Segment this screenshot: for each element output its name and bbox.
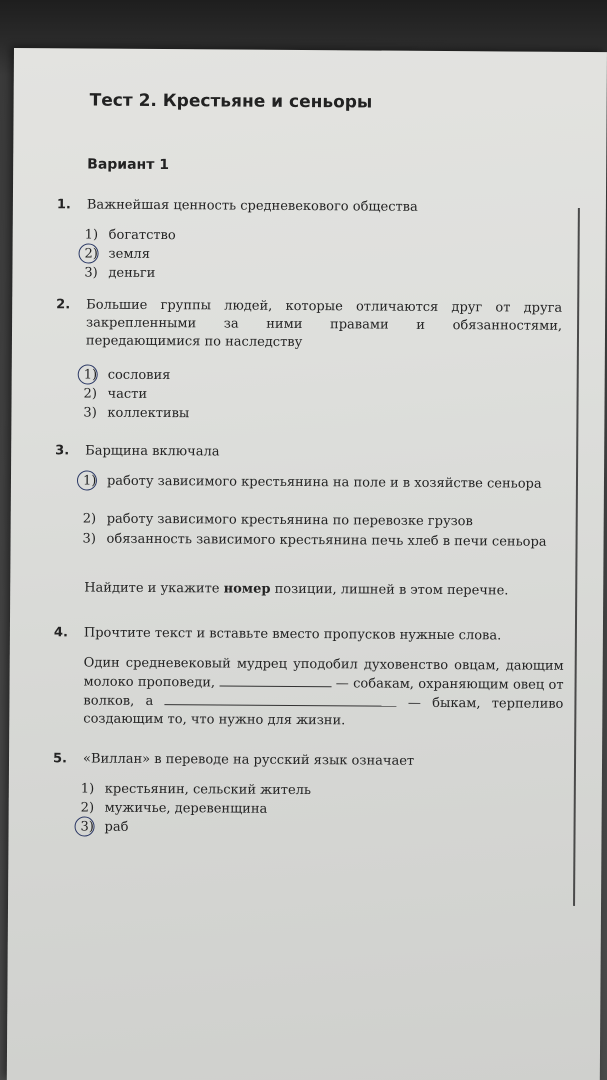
question-text: Барщина включала <box>85 443 220 460</box>
option-3-selected: 3) раб <box>81 818 563 821</box>
blank-field-1[interactable] <box>219 673 331 687</box>
option-1: 1) крестьянин, сельский житель <box>80 781 312 799</box>
worksheet-page <box>7 48 607 1080</box>
option-1: 1) богатство <box>84 227 176 244</box>
blank-field-2[interactable] <box>165 692 397 707</box>
margin-line <box>573 208 580 906</box>
option-2-selected: 2) земля <box>85 245 567 248</box>
option-3: 3) коллективы <box>83 405 190 422</box>
question-text: Большие группы людей, которые отличаются друг от друга закрепленными за ними правами и обязанностями, передающимися по наследству <box>85 297 563 351</box>
question-number: 5. <box>52 751 68 767</box>
question-text: «Виллан» в переводе на русский язык означает <box>82 751 415 769</box>
instruction-text: Найдите и укажите номер позиции, лишней в этом перечне. <box>84 580 509 599</box>
test-title: Тест 2. Крестьяне и сеньоры <box>89 90 373 113</box>
option-2: 2) части <box>83 386 148 402</box>
question-number: 2. <box>56 297 71 313</box>
option-1-selected: 1) работу зависимого крестьянина на поле и в хозяйстве сеньора <box>83 472 565 475</box>
option-3: 3) обязанность зависимого крестьянина печь хлеб в печи сеньора <box>82 531 547 550</box>
question-number: 3. <box>55 443 70 459</box>
option-3: 3) деньги <box>84 265 156 281</box>
option-2: 2) работу зависимого крестьянина по перевозке грузов <box>82 511 473 530</box>
option-1-selected: 1) сословия <box>84 366 566 369</box>
question-number: 1. <box>56 197 71 213</box>
question-text: Прочтите текст и вставьте вместо пропусков нужные слова. <box>83 625 502 644</box>
question-number: 4. <box>53 625 68 641</box>
option-2: 2) мужичье, деревенщина <box>80 800 268 817</box>
fill-in-paragraph: Один средневековый мудрец уподобил духовенство овцам, дающим молоко проповеди, — собакам, охраняющим овец от волков, а — быкам, терпеливо создающим то, что нужно для жизни. <box>83 655 564 729</box>
variant-heading: Вариант 1 <box>87 156 170 174</box>
question-text: Важнейшая ценность средневекового общества <box>86 197 418 215</box>
